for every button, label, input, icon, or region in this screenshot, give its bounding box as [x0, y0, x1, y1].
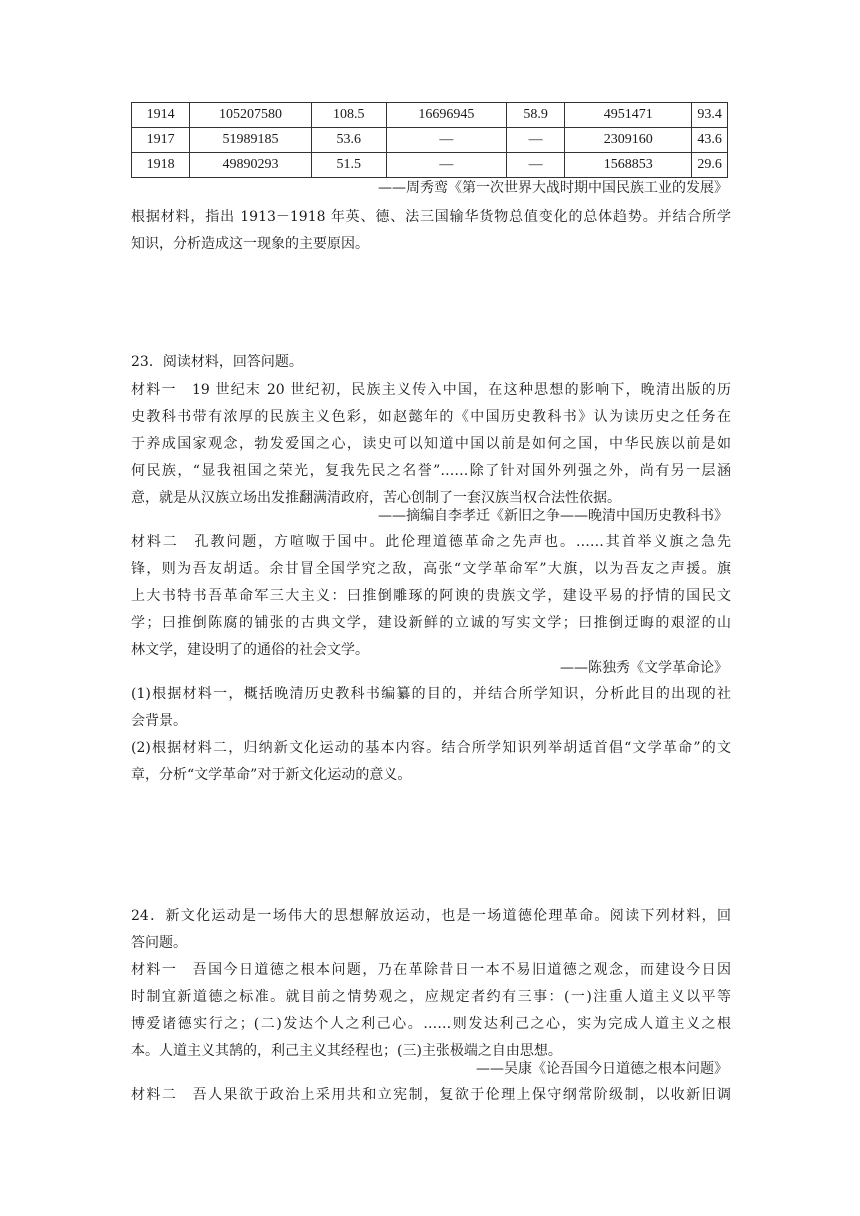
table-cell: 2309160 — [565, 128, 692, 153]
table-cell: 51.5 — [311, 153, 386, 178]
table-cell: — — [507, 153, 565, 178]
q24-material-1-line: 博爱诸德实行之；(二)发达个人之利己心。……则发达利己之心，实为完成人道主义之根 — [131, 1016, 731, 1032]
table-cell: 1914 — [132, 103, 190, 128]
q23-question-line: 章，分析“文学革命”对于新文化运动的意义。 — [131, 767, 412, 783]
q23-question-line: (2)根据材料二，归纳新文化运动的基本内容。结合所学知识列举胡适首倡“文学革命”的文 — [131, 740, 731, 756]
q23-question-line: (1)根据材料一，概括晚清历史教科书编纂的目的，并结合所学知识，分析此目的出现的社 — [131, 686, 731, 702]
table-source: ——周秀鸾《第一次世界大战时期中国民族工业的发展》 — [378, 180, 728, 196]
q24-material-2-line: 材料二 吾人果欲于政治上采用共和立宪制，复欲于伦理上保守纲常阶级制，以收新旧调 — [131, 1087, 731, 1103]
q24-material-1-line: 时制宜新道德之标准。就目前之情势观之，应规定者约有三事：(一)注重人道主义以平等 — [131, 989, 731, 1005]
q22-text-line: 知识，分析造成这一现象的主要原因。 — [131, 236, 369, 252]
table-cell: 51989185 — [190, 128, 312, 153]
q23-material-2-line: 上大书特书吾革命军三大主义：曰推倒雕琢的阿谀的贵族文学，建设平易的抒情的国民文 — [131, 588, 731, 604]
table-cell: 1917 — [132, 128, 190, 153]
table-cell: 1568853 — [565, 153, 692, 178]
q24-material-1-line: 材料一 吾国今日道德之根本问题，乃在革除昔日一本不易旧道德之观念，而建设今日因 — [131, 962, 731, 978]
q23-material-1-line: 材料一 19 世纪末 20 世纪初，民族主义传入中国，在这种思想的影响下，晚清出版的历 — [131, 382, 731, 398]
table-cell: 105207580 — [190, 103, 312, 128]
table-cell: 16696945 — [386, 103, 506, 128]
table-row — [132, 153, 728, 178]
q24-material-1-line: 本。人道主义其鹄的，利己主义其经程也；(三)主张极端之自由思想。 — [131, 1043, 562, 1059]
q24-intro-line: 24．新文化运动是一场伟大的思想解放运动，也是一场道德伦理革命。阅读下列材料，回 — [131, 908, 731, 924]
q23-material-1-line: 于养成国家观念，勃发爱国之心，读史可以知道中国以前是如何之国，中华民族以前是如 — [131, 436, 731, 452]
table-cell: 108.5 — [311, 103, 386, 128]
q23-material-1-source: ——摘编自李孝迁《新旧之争——晚清中国历史教科书》 — [378, 508, 728, 524]
table-cell: 58.9 — [507, 103, 565, 128]
q23-material-2-line: 材料二 孔教问题，方喧呶于国中。此伦理道德革命之先声也。……其首举义旗之急先 — [131, 534, 731, 550]
table-row — [132, 128, 728, 153]
table-cell: 49890293 — [190, 153, 312, 178]
q23-material-1-line: 史教科书带有浓厚的民族主义色彩，如赵懿年的《中国历史教科书》认为读历史之任务在 — [131, 409, 731, 425]
q23-material-2-source: ——陈独秀《文学革命论》 — [560, 660, 728, 676]
q22-text-line: 根据材料，指出 1913－1918 年英、德、法三国输华货物总值变化的总体趋势。并结合所学 — [131, 209, 731, 225]
q23-material-2-line: 锋，则为吾友胡适。余甘冒全国学究之敌，高张“文学革命军”大旗，以为吾友之声援。旗 — [131, 561, 731, 577]
import-value-table — [131, 102, 728, 178]
q23-material-2-line: 林文学，建设明了的通俗的社会文学。 — [131, 642, 369, 658]
table-cell: 1918 — [132, 153, 190, 178]
q24-material-1-source: ——吴康《论吾国今日道德之根本问题》 — [476, 1061, 728, 1077]
table-cell: — — [386, 128, 506, 153]
table-cell: — — [507, 128, 565, 153]
q23-material-1-line: 何民族，“显我祖国之荣光，复我先民之名誉”……除了针对国外列强之外，尚有另一层涵 — [131, 463, 731, 479]
table-cell: 29.6 — [692, 153, 728, 178]
table-cell: 53.6 — [311, 128, 386, 153]
table-cell: 4951471 — [565, 103, 692, 128]
q23-heading: 23．阅读材料，回答问题。 — [131, 354, 303, 370]
q23-material-2-line: 学；曰推倒陈腐的铺张的古典文学，建设新鲜的立诚的写实文学；曰推倒迂晦的艰涩的山 — [131, 615, 731, 631]
q23-material-1-line: 意，就是从汉族立场出发推翻满清政府，苦心创制了一套汉族当权合法性依据。 — [131, 490, 621, 506]
q24-intro-line: 答问题。 — [131, 935, 187, 951]
table-cell: 93.4 — [692, 103, 728, 128]
q23-question-line: 会背景。 — [131, 713, 187, 729]
table-cell: — — [386, 153, 506, 178]
table-row — [132, 103, 728, 128]
table-cell: 43.6 — [692, 128, 728, 153]
